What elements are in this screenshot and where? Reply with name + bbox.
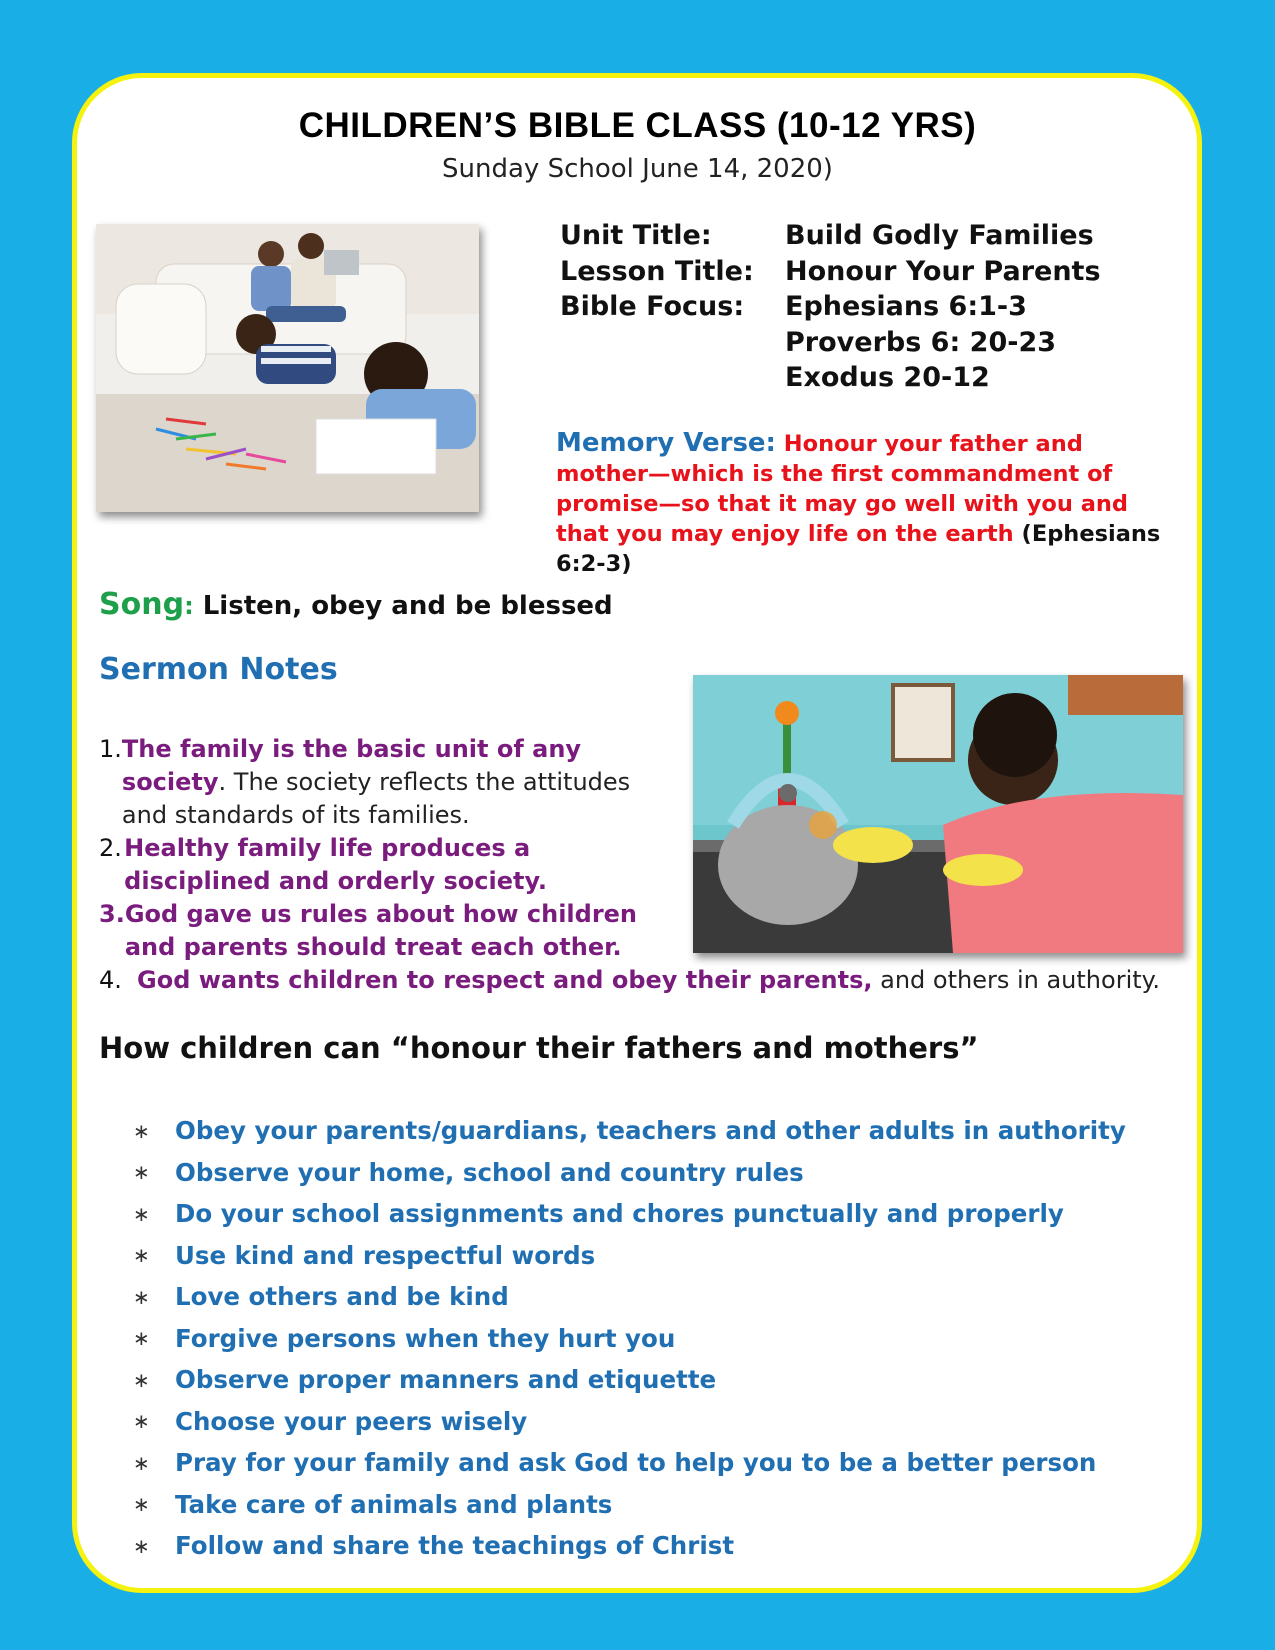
- honour-list: [133, 1110, 1173, 1567]
- unit-title-value: Build Godly Families: [785, 220, 1094, 251]
- page-title: CHILDREN’S BIBLE CLASS (10-12 YRS): [298, 106, 977, 145]
- note-emphasis: God gave us rules about how children and parents should treat each other.: [124, 900, 638, 961]
- sermon-notes-list: [99, 733, 1199, 997]
- memory-verse-label: Memory Verse:: [556, 428, 776, 458]
- list-item: ∗ Love others and be kind: [133, 1282, 509, 1312]
- note-text: and others in authority.: [872, 966, 1161, 994]
- bullet-star-icon: ∗: [133, 1160, 150, 1185]
- list-item: ∗ Use kind and respectful words: [133, 1240, 596, 1270]
- note-number: 4.: [99, 966, 122, 994]
- list-item: ∗ Do your school assignments and chores punctually and properly: [133, 1199, 1064, 1229]
- bullet-star-icon: ∗: [133, 1450, 150, 1475]
- list-item: ∗ Follow and share the teachings of Christ: [133, 1531, 735, 1561]
- note-number: 3.: [99, 900, 125, 928]
- bible-focus-3: Exodus 20-12: [785, 362, 990, 393]
- bullet-star-icon: ∗: [133, 1533, 150, 1558]
- note-emphasis: Healthy family life produces a disciplined and orderly society.: [124, 834, 548, 895]
- note-text: . The society reflects the attitudes and standards of its families.: [121, 768, 631, 829]
- bullet-star-icon: ∗: [133, 1201, 150, 1226]
- bullet-star-icon: ∗: [133, 1367, 150, 1392]
- unit-title-label: Unit Title:: [560, 220, 712, 251]
- honour-heading: How children can “honour their fathers and mothers”: [99, 1031, 979, 1065]
- lesson-title-value: Honour Your Parents: [785, 255, 1101, 287]
- sermon-note-3: [99, 898, 659, 964]
- lesson-info: [560, 218, 1101, 396]
- note-emphasis: The family is the basic unit of any society: [121, 735, 582, 796]
- sermon-notes-heading: Sermon Notes: [99, 652, 338, 687]
- memory-verse-reference: (Ephesians 6:2-3): [556, 521, 1161, 577]
- list-item: ∗ Take care of animals and plants: [133, 1489, 613, 1519]
- sermon-note-1: [99, 733, 654, 832]
- sermon-note-4: [99, 964, 1199, 997]
- list-item: ∗ Choose your peers wisely: [133, 1406, 528, 1436]
- bible-focus-label: Bible Focus:: [560, 291, 745, 322]
- list-item: ∗ Pray for your family and ask God to help you to be a better person: [133, 1448, 1097, 1478]
- list-item: ∗ Observe your home, school and country rules: [133, 1157, 804, 1187]
- sermon-note-2: [99, 832, 679, 898]
- family-drawing-photo: [96, 224, 479, 512]
- bullet-star-icon: ∗: [133, 1118, 150, 1143]
- bullet-star-icon: ∗: [133, 1326, 150, 1351]
- note-emphasis: God wants children to respect and obey their parents,: [137, 966, 873, 994]
- note-number: 1.: [99, 735, 122, 763]
- song-title: Listen, obey and be blessed: [202, 591, 613, 621]
- song-label: Song: [99, 587, 185, 622]
- page-subtitle: Sunday School June 14, 2020): [442, 154, 833, 184]
- list-item: ∗ Observe proper manners and etiquette: [133, 1365, 717, 1395]
- memory-verse: [556, 428, 1176, 579]
- note-number: 2.: [99, 834, 122, 862]
- song-colon: :: [184, 592, 194, 620]
- bullet-star-icon: ∗: [133, 1284, 150, 1309]
- song-line: [99, 587, 613, 622]
- memory-verse-text: Honour your father and mother—which is the first commandment of promise—so that it may go well with you and that you may enjoy life on the earth: [556, 431, 1129, 547]
- bullet-star-icon: ∗: [133, 1492, 150, 1517]
- bible-focus-2: Proverbs 6: 20-23: [785, 326, 1057, 358]
- list-item: ∗ Obey your parents/guardians, teachers and other adults in authority: [133, 1116, 1126, 1146]
- lesson-title-label: Lesson Title:: [560, 255, 754, 287]
- bullet-star-icon: ∗: [133, 1409, 150, 1434]
- list-item: ∗ Forgive persons when they hurt you: [133, 1323, 676, 1353]
- bible-focus-1: Ephesians 6:1-3: [785, 291, 1027, 322]
- bullet-star-icon: ∗: [133, 1243, 150, 1268]
